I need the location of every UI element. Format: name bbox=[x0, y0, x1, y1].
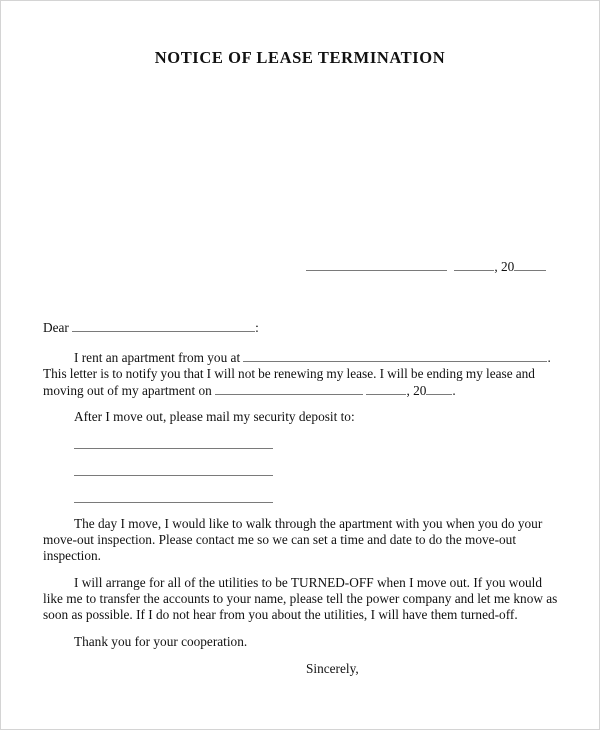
deposit-address-line-1[interactable] bbox=[74, 448, 273, 449]
salutation-suffix: : bbox=[255, 320, 259, 335]
paragraph2: After I move out, please mail my security deposit to: bbox=[74, 409, 355, 424]
salutation bbox=[43, 319, 259, 336]
date-year-blank[interactable] bbox=[514, 258, 546, 271]
paragraph1-line2: This letter is to notify you that I will not be renewing my lease. I will be ending my lease and bbox=[43, 366, 535, 381]
date-day-blank[interactable] bbox=[454, 258, 494, 271]
apartment-address-blank[interactable] bbox=[243, 349, 547, 362]
moveout-period: . bbox=[452, 383, 456, 398]
date-month-day-blank[interactable] bbox=[306, 258, 447, 271]
closing-thanks: Thank you for your cooperation. bbox=[74, 634, 248, 649]
landlord-name-blank[interactable] bbox=[72, 319, 255, 332]
salutation-prefix: Dear bbox=[43, 320, 69, 335]
paragraph1-period: . bbox=[547, 350, 551, 365]
moveout-year-blank[interactable] bbox=[426, 382, 452, 395]
deposit-address-line-2[interactable] bbox=[74, 475, 273, 476]
paragraph3-line2: move-out inspection. Please contact me so we can set a time and date to do the move-out bbox=[43, 532, 517, 547]
paragraph1-line3 bbox=[43, 382, 456, 399]
paragraph1-moveout-text: moving out of my apartment on bbox=[43, 383, 212, 398]
date-line bbox=[306, 258, 546, 275]
signoff: Sincerely, bbox=[306, 661, 359, 676]
paragraph3-line3: inspection. bbox=[43, 548, 101, 563]
paragraph4-line2: like me to transfer the accounts to your name, please tell the power company and let me know as bbox=[43, 591, 558, 606]
paragraph4-line1: I will arrange for all of the utilities to be TURNED-OFF when I move out. If you would bbox=[74, 575, 543, 590]
document-title: NOTICE OF LEASE TERMINATION bbox=[154, 48, 446, 67]
deposit-address-line-3[interactable] bbox=[74, 502, 273, 503]
moveout-day-blank[interactable] bbox=[366, 382, 406, 395]
paragraph3-line1: The day I move, I would like to walk through the apartment with you when you do your bbox=[74, 516, 543, 531]
paragraph1-text: I rent an apartment from you at bbox=[74, 350, 241, 365]
paragraph4-line3: soon as possible. If I do not hear from you about the utilities, I will have them turned-off. bbox=[43, 607, 518, 622]
moveout-date-blank[interactable] bbox=[215, 382, 363, 395]
date-year-prefix: , 20 bbox=[494, 259, 515, 274]
moveout-year-prefix: , 20 bbox=[406, 383, 427, 398]
paragraph1-line1 bbox=[74, 349, 551, 366]
